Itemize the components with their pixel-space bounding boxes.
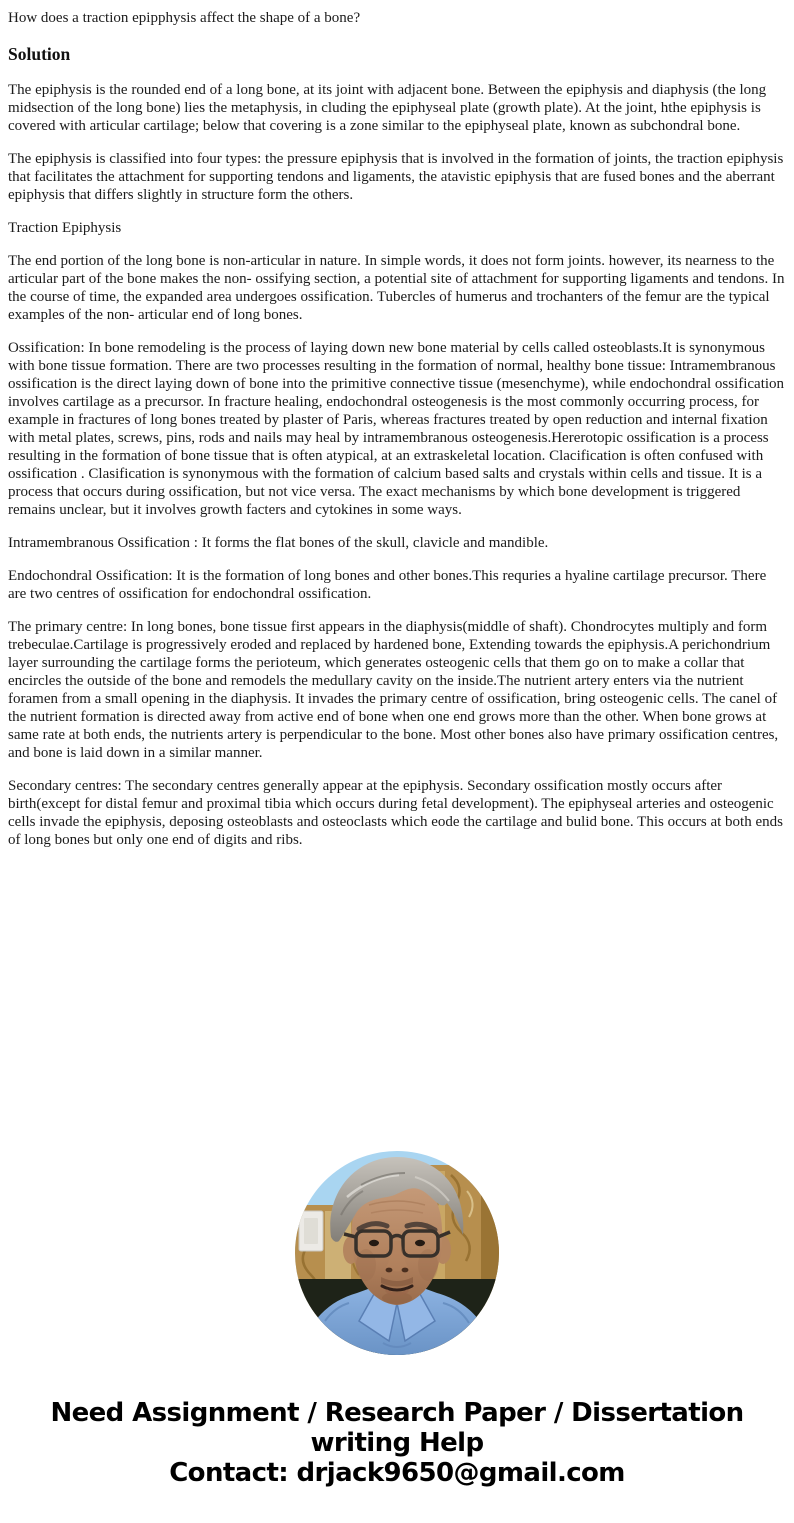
footer-contact-email: Contact: drjack9650@gmail.com [169, 1458, 625, 1488]
paragraph-traction-epiphysis: The end portion of the long bone is non-articular in nature. In simple words, it does not form joints. however, its nearness to the articular part of the bone makes the non- ossifying section, a potential site of attachment for supporting ligaments and tendons. In the course of time, the expanded area undergoes ossification. Tubercles of humerus and trochanters of the femur are the typical examples of the non- articular end of long bones. [8, 253, 785, 323]
subheading-traction-epiphysis: Traction Epiphysis [8, 220, 122, 236]
paragraph-primary-centre: The primary centre: In long bones, bone tissue first appears in the diaphysis(middle of shaft). Chondrocytes multiply and form trebeculae.Cartilage is progressively eroded and replaced by hardened bone, Extending towards the epiphysis.A perichondrium layer surrounding the cartilage forms the perioteum, which generates osteogenic cells that them go on to make a collar that encircles the outside of the bone and remodels the medullary cavity on the inside.The nutrient artery enters via the nutrient foramen from a small opening in the diaphysis. It invades the primary centre of ossification, bring osteogenic cells. The canel of the nutrient formation is directed away from active end of bone when one end grows more than the other. When bone grows at same rate at both ends, the nutrients artery is perpendicular to the bone. Most other bones also have primary ossification centres, and bone is laid down in a similar manner. [8, 619, 779, 761]
solution-text-block [8, 0, 786, 864]
solution-heading: Solution [8, 44, 71, 64]
tutor-photo [295, 1151, 499, 1355]
question-text: How does a traction epipphysis affect the shape of a bone? [8, 10, 361, 26]
paragraph-intramembranous-ossification: Intramembranous Ossification : It forms the flat bones of the skull, clavicle and mandible. [8, 535, 549, 551]
paragraph-ossification: Ossification: In bone remodeling is the process of laying down new bone material by cells called osteoblasts.It is synonymous with bone tissue formation. There are two processes resulting in the formation of normal, healthy bone tissue: Intramembranous ossification is the direct laying down of bone into the primitive connective tissue (mesenchyme), while endochondral ossification involves cartilage as a precursor. In fracture healing, endochondral osteogenesis is the most commonly occurring process, for example in fractures of long bones treated by plaster of Paris, whereas fractures treated by open reduction and internal fixation with metal plates, screws, pins, rods and nails may heal by intramembranous osteogenesis.Hererotopic ossification is a process resulting in the formation of bone tissue that is often atypical, at an extraskeletal location. Clacification is often confused with ossification . Clasification is synonymous with the formation of calcium based salts and crystals within cells and tissue. It is a process that occurs during ossification, but not vice versa. The exact mechanisms by which bone development is triggered remains unclear, but it involves growth facters and cytokines in some ways. [8, 340, 785, 518]
paragraph-endochondral-ossification: Endochondral Ossification: It is the formation of long bones and other bones.This requries a hyaline cartilage precursor. There are two centres of ossification for endochondral ossification. [8, 568, 767, 602]
paragraph-epiphysis-types: The epiphysis is classified into four types: the pressure epiphysis that is involved in the formation of joints, the traction epiphysis that facilitates the attachment for supporting tendons and ligaments, the atavistic epiphysis that are fused bones and the aberrant epiphysis that differs slightly in structure form the others. [8, 151, 784, 203]
footer-ad-block [0, 1398, 794, 1488]
footer-help-text: Need Assignment / Research Paper / Dissertation writing Help [50, 1398, 744, 1458]
paragraph-secondary-centres: Secondary centres: The secondary centres generally appear at the epiphysis. Secondary ossification mostly occurs after birth(except for distal femur and proximal tibia which occurs during fetal development). The epiphyseal arteries and osteogenic cells invade the epiphysis, deposing osteoblasts and osteoclasts which eode the cartilage and bulid bone. This occurs at both ends of long bones but only one end of digits and ribs. [8, 778, 783, 848]
paragraph-epiphysis-overview: The epiphysis is the rounded end of a long bone, at its joint with adjacent bone. Between the epiphysis and diaphysis (the long midsection of the long bone) lies the metaphysis, in cluding the epiphyseal plate (growth plate). At the joint, hthe epiphysis is covered with articular cartilage; below that covering is a zone similar to the epiphyseal plate, known as subchondral bone. [8, 82, 767, 134]
tutor-photo-image [295, 1151, 499, 1355]
